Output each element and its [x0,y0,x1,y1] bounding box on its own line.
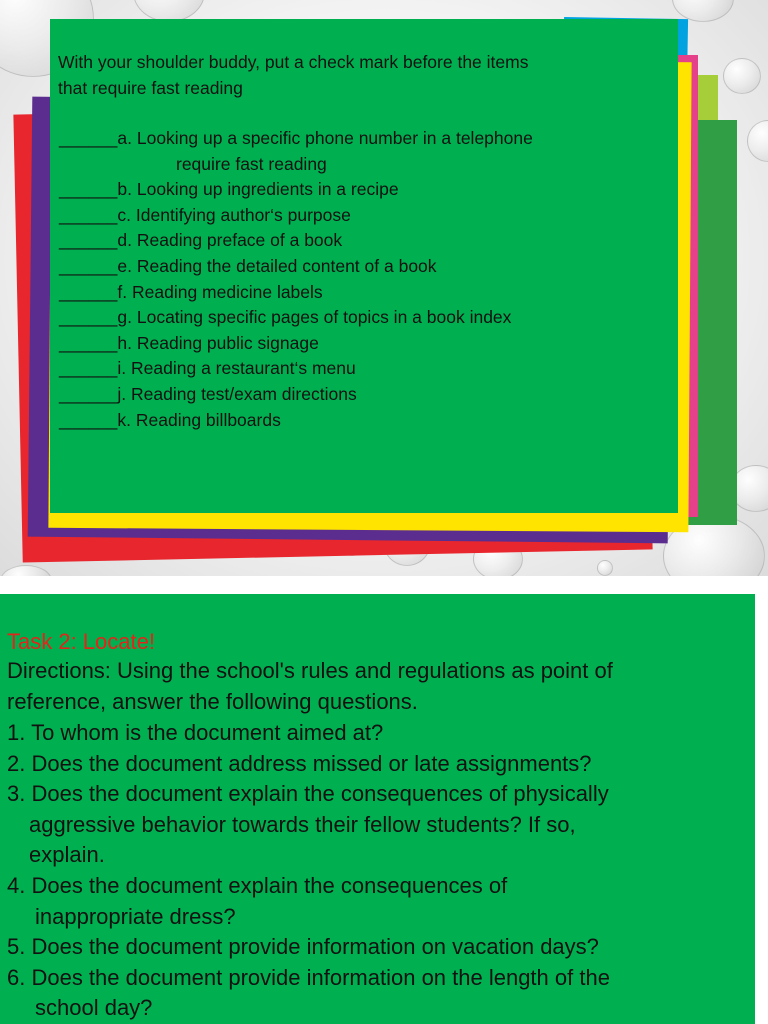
question-3-cont: aggressive behavior towards their fellow students? If so, [29,811,576,837]
instruction-text [58,50,658,101]
answer-blank[interactable]: ______ [59,128,118,148]
answer-blank[interactable]: ______ [59,179,118,200]
answer-blank[interactable]: ______ [59,255,118,276]
directions-line: Directions: Using the school's rules and regulations as point of [7,658,613,683]
answer-blank[interactable]: ______ [59,332,118,353]
water-drop [723,58,761,94]
question-list [7,718,752,1024]
checklist-item [59,382,669,408]
instruction-line: that require fast reading [58,77,243,98]
question-6: 6. Does the document provide information on the length of the [7,964,610,990]
item-text: k. Reading billboards [117,409,281,430]
instruction-line: With your shoulder buddy, put a check mark before the items [58,52,529,72]
question-3: 3. Does the document explain the consequences of physically [7,781,609,807]
checklist-item [59,203,669,229]
answer-blank[interactable]: ______ [59,383,118,404]
answer-blank[interactable]: ______ [59,204,118,225]
checklist-item [59,305,669,331]
item-text: e. Reading the detailed content of a book [117,255,437,276]
answer-blank[interactable]: ______ [59,409,118,430]
question-5: 5. Does the document provide information on vacation days? [7,934,599,960]
question-6-cont: school day? [35,995,153,1021]
question-4-cont: inappropriate dress? [35,903,236,929]
checklist-item [59,126,669,152]
question-1: 1. To whom is the document aimed at? [7,720,384,745]
checklist-item [59,356,669,382]
item-text: g. Locating specific pages of topics in a book index [117,307,512,328]
checklist-item [59,228,669,254]
checklist-item [59,254,669,280]
directions [7,656,747,717]
answer-blank[interactable]: ______ [59,358,118,379]
question-4: 4. Does the document explain the consequences of [7,872,508,898]
item-text: b. Looking up ingredients in a recipe [117,179,399,200]
answer-blank[interactable]: ______ [59,230,118,251]
item-text: d. Reading preface of a book [117,230,343,251]
slide-2 [0,594,768,1024]
checklist-item [59,331,669,357]
item-text: h. Reading public signage [117,332,319,353]
activity-card [50,19,678,513]
item-text: c. Identifying author‘s purpose [117,204,351,225]
item-text: i. Reading a restaurant‘s menu [117,358,356,379]
question-3-cont: explain. [29,842,105,868]
checklist-item [59,280,669,306]
checklist-item [59,177,669,203]
checklist [59,126,669,433]
checklist-item [59,408,669,434]
item-text: a. Looking up a specific phone number in a telephone [117,128,533,148]
item-continuation: require fast reading [176,153,327,174]
task-panel [0,594,755,1024]
water-drop [0,565,52,576]
water-drop [747,120,768,162]
directions-line: reference, answer the following questions. [7,688,418,714]
water-drop [597,560,613,576]
item-text: f. Reading medicine labels [117,281,323,302]
answer-blank[interactable]: ______ [59,307,118,328]
answer-blank[interactable]: ______ [59,281,118,302]
item-text: j. Reading test/exam directions [117,383,357,404]
question-2: 2. Does the document address missed or late assignments? [7,750,592,776]
task-title: Task 2: Locate! [7,629,155,654]
